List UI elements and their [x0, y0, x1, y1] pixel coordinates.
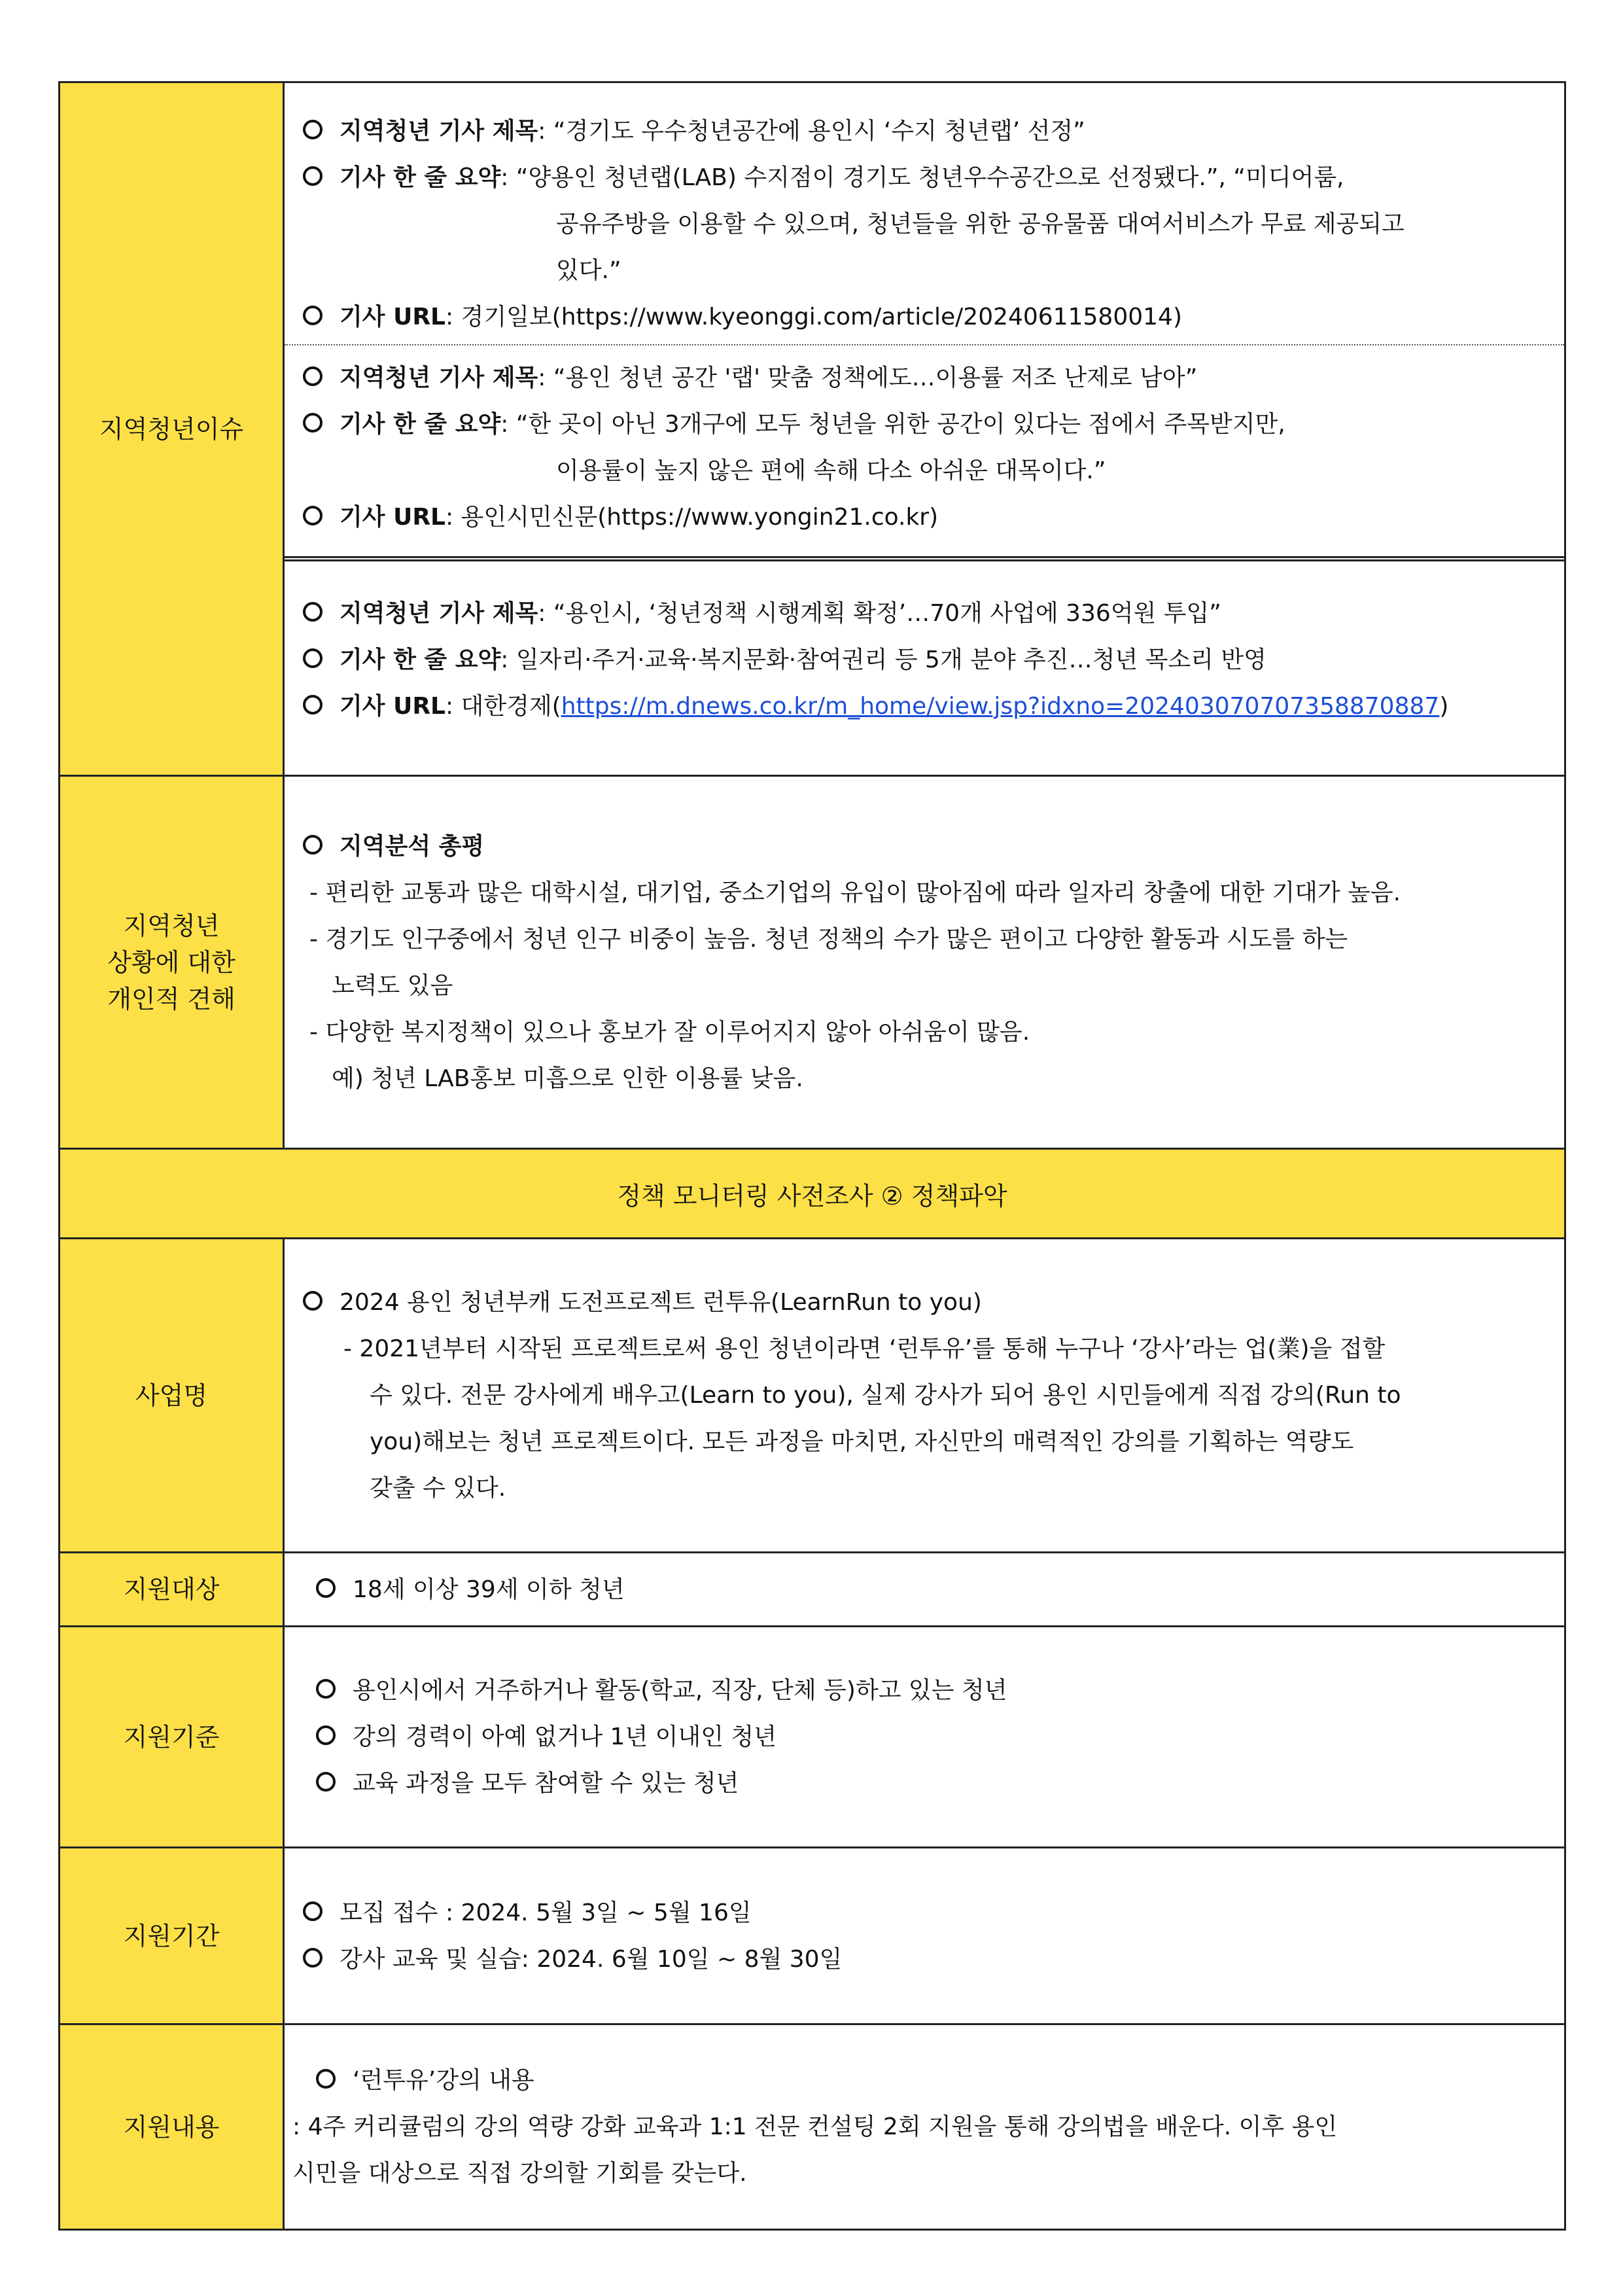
article-3-title-key: 지역청년 기사 제목	[340, 599, 538, 627]
bullet-circle-icon	[303, 835, 323, 855]
program-content	[284, 1239, 1565, 1553]
bullet-circle-icon	[303, 506, 323, 525]
policy-table	[58, 81, 1566, 2231]
period-item: 강사 교육 및 실습: 2024. 6월 10일 ~ 8월 30일	[340, 1945, 843, 1973]
bullet-circle-icon	[303, 306, 323, 325]
bullet-circle-icon	[303, 1948, 323, 1968]
banner-row	[60, 1149, 1565, 1239]
bullet-circle-icon	[303, 413, 323, 433]
article-2	[285, 345, 1564, 556]
opinion-label-line: 개인적 견해	[107, 984, 236, 1014]
content-block	[285, 2049, 1564, 2204]
program-block	[285, 1271, 1564, 1519]
opinion-line: 예) 청년 LAB홍보 미흡으로 인한 이용률 낮음.	[332, 1065, 803, 1092]
article-1-summary-line: 있다.”	[556, 256, 621, 284]
article-3-summary-key: 기사 한 줄 요약	[340, 646, 501, 673]
program-label: 사업명	[60, 1239, 284, 1553]
article-1-title: : “경기도 우수청년공간에 용인시 ‘수지 청년랩’ 선정”	[538, 117, 1085, 145]
target-text: 18세 이상 39세 이하 청년	[353, 1576, 625, 1603]
article-3-title: : “용인시, ‘청년정책 시행계획 확정’…70개 사업에 336억원 투입”	[538, 599, 1221, 627]
opinion-line: - 경기도 인구중에서 청년 인구 비중이 높음. 청년 정책의 수가 많은 편이고 다양한 활동과 시도를 하는	[309, 925, 1348, 953]
article-3-url-link[interactable]: https://m.dnews.co.kr/m_home/view.jsp?idxno=202403070707358870887	[561, 692, 1440, 720]
period-row	[60, 1848, 1565, 2024]
program-row	[60, 1239, 1565, 1553]
criteria-item: 강의 경력이 아예 없거나 1년 이내인 청년	[353, 1723, 777, 1750]
program-line: you)해보는 청년 프로젝트이다. 모든 과정을 마치면, 자신만의 매력적인 강의를 기획하는 역량도	[370, 1428, 1354, 1455]
article-1	[285, 103, 1564, 344]
article-2-title: : “용인 청년 공간 '랩' 맞춤 정책에도…이용률 저조 난제로 남아”	[538, 364, 1198, 391]
program-line: 갖출 수 있다.	[370, 1475, 506, 1502]
opinion-label-line: 지역청년	[123, 911, 220, 940]
opinion-line: - 다양한 복지정책이 있으나 홍보가 잘 이루어지지 않아 아쉬움이 많음.	[309, 1018, 1030, 1046]
bullet-circle-icon	[303, 120, 323, 139]
program-line: 수 있다. 전문 강사에게 배우고(Learn to you), 실제 강사가 되어 용인 시민들에게 직접 강의(Run to	[370, 1382, 1401, 1409]
target-row	[60, 1553, 1565, 1627]
article-3-url-prefix: : 대한경제(	[445, 692, 561, 720]
target-content	[284, 1553, 1565, 1627]
article-1-title-key: 지역청년 기사 제목	[340, 117, 538, 145]
content-row	[60, 2024, 1565, 2230]
bullet-circle-icon	[316, 1679, 336, 1699]
bullet-circle-icon	[303, 1291, 323, 1311]
bullet-circle-icon	[316, 1578, 336, 1598]
target-label: 지원대상	[60, 1553, 284, 1627]
bullet-circle-icon	[303, 366, 323, 386]
criteria-row	[60, 1627, 1565, 1848]
issues-label: 지역청년이슈	[60, 82, 284, 776]
criteria-item: 용인시에서 거주하거나 활동(학교, 직장, 단체 등)하고 있는 청년	[353, 1677, 1007, 1704]
opinion-label-line: 상황에 대한	[107, 947, 236, 977]
article-divider	[285, 556, 1564, 561]
opinion-block	[285, 815, 1564, 1110]
bullet-circle-icon	[303, 166, 323, 186]
article-1-summary-line: 공유주방을 이용할 수 있으며, 청년들을 위한 공유물품 대여서비스가 무료 제공되고	[556, 210, 1405, 238]
content-label: 지원내용	[60, 2024, 284, 2230]
article-2-summary-line: 이용률이 높지 않은 편에 속해 다소 아쉬운 대목이다.”	[556, 457, 1106, 484]
section-banner: 정책 모니터링 사전조사 ② 정책파악	[60, 1149, 1565, 1239]
bullet-circle-icon	[303, 1901, 323, 1921]
opinion-line: - 편리한 교통과 많은 대학시설, 대기업, 중소기업의 유입이 많아짐에 따라 일자리 창출에 대한 기대가 높음.	[309, 879, 1401, 906]
bullet-circle-icon	[303, 602, 323, 622]
program-title: 2024 용인 청년부캐 도전프로젝트 런투유(LearnRun to you)	[340, 1289, 982, 1316]
opinion-row	[60, 776, 1565, 1149]
policy-document-page	[58, 81, 1566, 2231]
article-2-url: : 용인시민신문(https://www.yongin21.co.kr)	[445, 503, 939, 531]
program-line: - 2021년부터 시작된 프로젝트로써 용인 청년이라면 ‘런투유’를 통해 누구나 ‘강사’라는 업(業)을 접할	[343, 1335, 1386, 1362]
article-1-summary-key: 기사 한 줄 요약	[340, 164, 501, 191]
bullet-circle-icon	[316, 2069, 336, 2089]
criteria-content	[284, 1627, 1565, 1848]
period-item: 모집 접수 : 2024. 5월 3일 ~ 5월 16일	[340, 1899, 752, 1926]
opinion-line: 노력도 있음	[332, 972, 453, 999]
period-content	[284, 1848, 1565, 2024]
article-1-summary-line: : “양용인 청년랩(LAB) 수지점이 경기도 청년우수공간으로 선정됐다.”, “미디어룸,	[500, 164, 1344, 191]
criteria-item: 교육 과정을 모두 참여할 수 있는 청년	[353, 1770, 739, 1797]
article-3-url-key: 기사 URL	[340, 692, 445, 720]
criteria-label: 지원기준	[60, 1627, 284, 1848]
content-line: 시민을 대상으로 직접 강의할 기회를 갖는다.	[292, 2160, 747, 2187]
bullet-circle-icon	[303, 695, 323, 715]
article-3	[285, 561, 1564, 756]
content-content	[284, 2024, 1565, 2230]
issues-row	[60, 82, 1565, 776]
content-heading: ‘런투유’강의 내용	[353, 2067, 534, 2094]
article-2-url-key: 기사 URL	[340, 503, 445, 531]
period-label: 지원기간	[60, 1848, 284, 2024]
opinion-heading: 지역분석 총평	[340, 832, 485, 860]
opinion-content	[284, 776, 1565, 1149]
issues-content	[284, 82, 1565, 776]
article-3-url-suffix: )	[1439, 692, 1449, 720]
article-1-url: : 경기일보(https://www.kyeonggi.com/article/20240611580014)	[445, 303, 1182, 330]
content-line: : 4주 커리큘럼의 강의 역량 강화 교육과 1:1 전문 컨설팅 2회 지원을 통해 강의법을 배운다. 이후 용인	[292, 2113, 1338, 2140]
bullet-circle-icon	[316, 1725, 336, 1745]
opinion-label	[60, 776, 284, 1149]
period-block	[285, 1882, 1564, 1990]
article-2-title-key: 지역청년 기사 제목	[340, 364, 538, 391]
article-2-summary-line: : “한 곳이 아닌 3개구에 모두 청년을 위한 공간이 있다는 점에서 주목받지만,	[500, 410, 1285, 438]
bullet-circle-icon	[316, 1772, 336, 1792]
article-1-url-key: 기사 URL	[340, 303, 445, 330]
target-block	[285, 1559, 1564, 1621]
criteria-block	[285, 1659, 1564, 1814]
bullet-circle-icon	[303, 648, 323, 668]
article-3-summary: : 일자리·주거·교육·복지문화·참여권리 등 5개 분야 추진…청년 목소리 반영	[500, 646, 1266, 673]
article-2-summary-key: 기사 한 줄 요약	[340, 410, 501, 438]
